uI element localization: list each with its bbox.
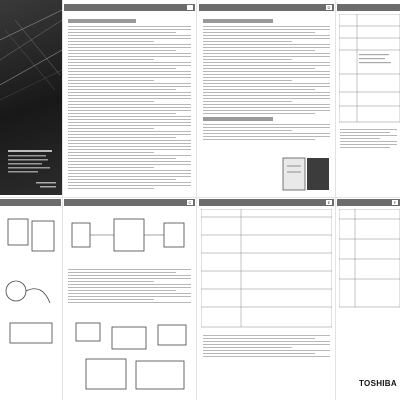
panel-tag: E [327, 200, 331, 205]
fold-line-3 [335, 0, 336, 400]
parts-panel [0, 199, 61, 399]
operation-diagram [64, 209, 195, 264]
warranty-table [339, 209, 400, 309]
brand-logo: TOSHIBA [359, 379, 397, 388]
safety-instructions-panel [64, 4, 195, 196]
panel-header [337, 4, 400, 11]
specifications-panel [337, 4, 400, 196]
connection-illustration [66, 319, 192, 395]
panel-tag: F [393, 200, 397, 205]
panel-header [64, 4, 195, 11]
panel-tag [187, 5, 193, 10]
panel-header [199, 199, 334, 206]
fold-line-2 [196, 0, 197, 400]
panel-tag: C [188, 200, 192, 205]
parts-illustration [2, 213, 60, 353]
fold-line-1 [62, 0, 63, 400]
cover-panel [0, 0, 62, 195]
safety-instructions-2-panel [199, 4, 334, 196]
disposal-illustration [281, 152, 331, 192]
cover-graphic [0, 0, 62, 195]
panel-header [64, 199, 195, 206]
troubleshooting-table [201, 209, 332, 329]
panel-header [199, 4, 334, 11]
panel-header [337, 199, 400, 206]
fold-line-horizontal [0, 197, 400, 198]
storage-panel [337, 199, 400, 399]
specifications-table [339, 14, 400, 124]
operation-panel [64, 199, 195, 399]
panel-tag: D [327, 5, 331, 10]
panel-header [0, 199, 61, 206]
setup-panel [199, 199, 334, 399]
